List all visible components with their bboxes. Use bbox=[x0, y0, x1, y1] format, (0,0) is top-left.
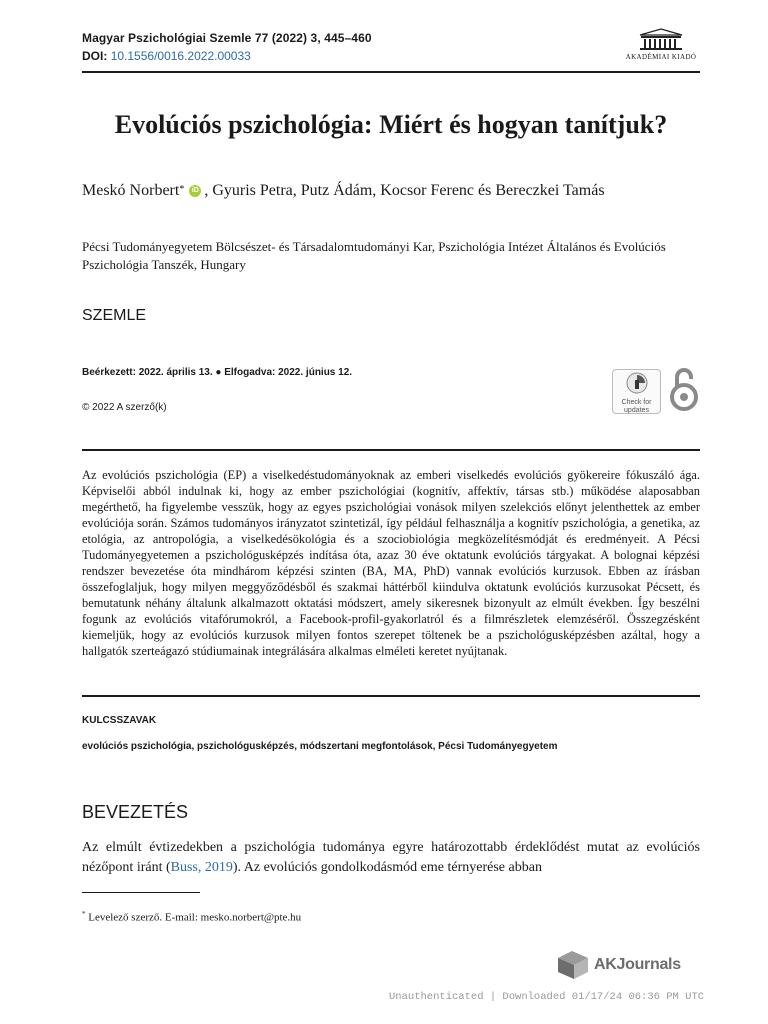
copyright: © 2022 A szerző(k) bbox=[82, 402, 167, 413]
intro-text-end: ). Az evolúciós gondolkodásmód eme térnyerése abban bbox=[232, 860, 542, 875]
abstract-top-divider bbox=[82, 449, 700, 451]
keywords: evolúciós pszichológia, pszichológusképzés, módszertani megfontolások, Pécsi Tudományegyetem bbox=[82, 741, 558, 752]
publisher-logo bbox=[620, 28, 702, 61]
affiliation: Pécsi Tudományegyetem Bölcsészet- és Társadalomtudományi Kar, Pszichológia Intézet Általános és Evolúciós Pszichológia Tanszék, Hungary bbox=[82, 239, 666, 272]
doi-label: DOI: bbox=[82, 49, 108, 63]
check-updates-label: Check for updates bbox=[621, 399, 652, 414]
footnote-text: Levelező szerző. E-mail: mesko.norbert@pte.hu bbox=[88, 911, 302, 924]
intro-paragraph bbox=[82, 838, 700, 878]
corresponding-mark: * bbox=[179, 183, 185, 195]
akjournals-logo[interactable] bbox=[556, 949, 681, 981]
download-note: Unauthenticated | Downloaded 01/17/24 06:36 PM UTC bbox=[389, 991, 705, 1003]
books-icon bbox=[556, 949, 590, 981]
header-divider bbox=[82, 71, 700, 73]
check-for-updates-button[interactable] bbox=[612, 369, 661, 414]
section-type: SZEMLE bbox=[82, 307, 147, 324]
journal-citation: Magyar Pszichológiai Szemle 77 (2022) 3, 445–460 bbox=[82, 31, 372, 45]
brand-suffix: Journals bbox=[616, 956, 681, 973]
first-author[interactable]: Meskó Norbert bbox=[82, 182, 180, 199]
abstract: Az evolúciós pszichológia (EP) a viselkedéstudományoknak az emberi viselkedés evolúciós gyökereire fókuszáló ága. Képviselői abból indulnak ki, hogy az ember pszichológiai (kognitív, affektív, társas stb.) működése alaposabban megérthető, ha figyelembe vesszük, hogy az egyes pszichológiai vonások milyen szelekciós előnyt jelenthettek az ember evolúciója során. Számos tudományos irányzatot szintetizál, így például felhasználja a kognitív pszichológia, a genetika, az etológia, az antropológia, a viselkedésökológia és a szociobiológia megközelítésmódját és eredményeit. A Pécsi Tudományegyetemen a pszichológusképzés indítása óta, azaz 30 éve oktatunk evolúciós tárgyakat. A bolognai képzési rendszer bevezetése óta mindhárom képzési szinten (BA, MA, PhD) vannak evolúciós kurzusok. Ebben az írásban összefoglaljuk, hogy milyen meggyőződésből és szakmai háttérből kiindulva oktatunk evolúciós kurzusokat Pécsett, és bemutatunk néhány általunk alkalmazott oktatási módszert, amely sikeresnek bizonyult az elmúlt években. Így beszélni fogunk az evolúciós vitafórumokról, a Facebook-profil-gyakorlatról és a filmrészletek elemzéséről. Összegzésként kiemeljük, hogy az evolúciós kurzusok milyen fontos szerepet töltenek be a pszichológusképzésben azáltal, hogy a hallgatók szerteágazó stúdiumainak integrálására alkalmas elméleti keretet nyújtanak. bbox=[82, 468, 700, 658]
footnote bbox=[82, 910, 301, 924]
article-dates: Beérkezett: 2022. április 13. ● Elfogadva: 2022. június 12. bbox=[82, 367, 353, 378]
orcid-icon[interactable]: iD bbox=[189, 185, 201, 197]
citation-link[interactable]: Buss, 2019 bbox=[170, 860, 233, 875]
footnote-divider bbox=[82, 892, 200, 893]
brand-prefix: AK bbox=[594, 956, 617, 973]
check-updates-icon bbox=[626, 372, 648, 394]
intro-text-start: Az elmúlt évtizedekben a pszichológia tudománya egyre határozottabb érdeklődést mutat az evolúciós nézőpont iránt ( bbox=[82, 840, 700, 875]
building-icon bbox=[638, 28, 684, 52]
publisher-name: AKADÉMIAI KIADÓ bbox=[625, 53, 697, 61]
author-list bbox=[82, 182, 605, 200]
doi-link[interactable]: 10.1556/0016.2022.00033 bbox=[110, 49, 251, 63]
abstract-bottom-divider bbox=[82, 695, 700, 697]
keywords-title: KULCSSZAVAK bbox=[82, 715, 157, 726]
intro-heading: BEVEZETÉS bbox=[82, 802, 189, 822]
open-access-icon bbox=[668, 366, 700, 419]
doi-line bbox=[82, 49, 251, 63]
co-authors: , Gyuris Petra, Putz Ádám, Kocsor Ferenc és Bereczkei Tamás bbox=[204, 182, 605, 199]
article-title: Evolúciós pszichológia: Miért és hogyan tanítjuk? bbox=[114, 110, 668, 139]
footnote-mark: * bbox=[82, 910, 86, 918]
